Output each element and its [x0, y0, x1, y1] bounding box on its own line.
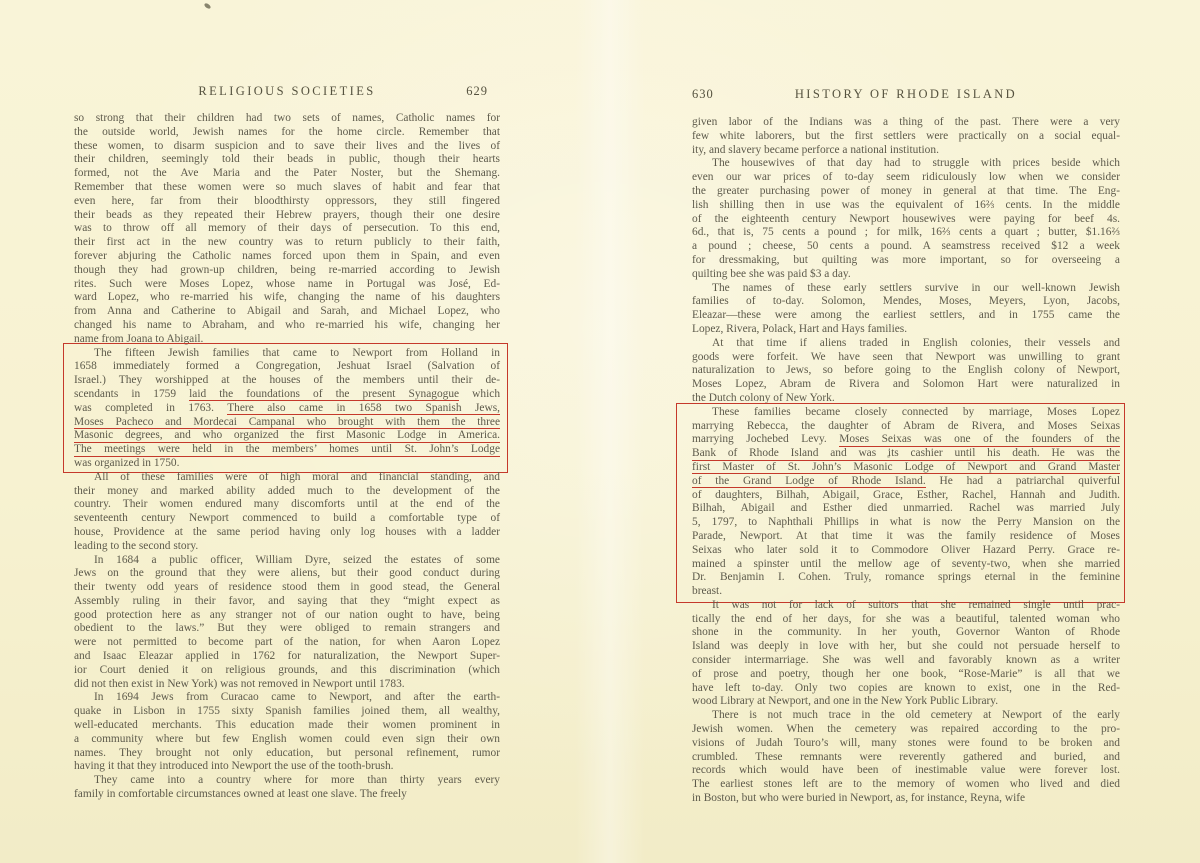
text-line	[692, 433, 1120, 447]
text-line	[692, 130, 1120, 144]
text-segment: these women, to disarm suspicion and to save their lives and the lives of	[74, 139, 500, 152]
text-line	[74, 774, 500, 788]
text-segment: marrying Jochebed Levy.	[692, 433, 840, 446]
text-segment: ior Court denied it on religious grounds, and this discrimination (which	[74, 663, 500, 676]
text-segment: There is not much trace in the old cemetery at Newport of the early	[712, 709, 1120, 722]
text-line	[692, 268, 1120, 282]
text-line	[692, 213, 1120, 227]
text-line	[692, 199, 1120, 213]
text-segment: their children, seemingly told their beads in public, though their hearts	[74, 153, 500, 166]
text-segment: of prose and poetry, though her one book, “Rose-Marie” is all that we	[692, 667, 1120, 680]
text-line	[692, 585, 1120, 599]
text-segment: wood Library at Newport, and one in the New York Public Library.	[692, 695, 999, 708]
text-segment: was to throw off all memory of their days of persecution. To this end,	[74, 222, 500, 235]
text-line	[692, 323, 1120, 337]
text-segment: the greater purchasing power of money in general at that time. The Eng-	[692, 184, 1120, 197]
text-segment: the Dutch colony of New York.	[692, 391, 835, 404]
text-line	[692, 544, 1120, 558]
text-line	[692, 530, 1120, 544]
text-segment: tically the end of her days, for she was a beautiful, talented woman who	[692, 612, 1120, 625]
text-segment: names. They brought not only education, but personal refinement, rumor	[74, 746, 500, 759]
text-line	[74, 609, 500, 623]
text-line	[74, 140, 500, 154]
text-line	[692, 254, 1120, 268]
paragraph	[74, 471, 500, 554]
paragraph	[692, 157, 1120, 281]
text-line	[692, 171, 1120, 185]
text-segment: of the eighteenth century Newport housewives were paying for beef 4s.	[692, 212, 1120, 225]
text-segment: a pound ; cheese, 50 cents a pound. A seamstress received $12 a week	[692, 240, 1120, 253]
text-segment: Jews on the ground that they were aliens, but their good conduct during	[74, 567, 500, 580]
annotated-paragraph	[692, 406, 1120, 599]
text-segment: forever abjuring the Catholic names forced upon them in Spain, and even	[74, 249, 500, 262]
red-underlined-text: laid the foundations of the present Synagogue	[189, 387, 460, 400]
red-underlined-text: Bank of Rhode Island and was its cashier until his death. He was the	[692, 447, 1120, 460]
text-segment: 5, 1797, to Naphthali Phillips in what is now the Perry Mansion on the	[692, 516, 1120, 529]
text-segment: Assembly ruling in their favor, and saying that they “might expect as	[74, 594, 500, 607]
text-line	[692, 116, 1120, 130]
text-segment: was organized in 1750.	[74, 456, 180, 469]
text-line	[692, 654, 1120, 668]
text-segment: a community where but few English women could even sign their own	[74, 732, 500, 745]
text-segment: house, Providence at the same period having only log houses with a ladder	[74, 525, 500, 538]
text-segment: even our war prices of to-day seem ridiculously low when we consider	[692, 171, 1120, 184]
text-segment: did not then exist in New York) was not removed in Newport until 1783.	[74, 677, 405, 690]
text-segment: seventeenth century Newport commenced to build a comfortable type of	[74, 512, 500, 525]
text-line	[692, 157, 1120, 171]
text-line	[692, 461, 1120, 475]
paragraph	[74, 554, 500, 692]
text-line	[692, 447, 1120, 461]
text-line	[74, 747, 500, 761]
text-segment: These families became closely connected by marriage, Moses Lopez	[712, 405, 1120, 418]
text-line	[74, 209, 500, 223]
text-line	[692, 489, 1120, 503]
text-segment: scendants in 1759	[74, 387, 190, 400]
text-line	[692, 737, 1120, 751]
right-header-title: HISTORY OF RHODE ISLAND	[794, 87, 1018, 101]
text-line	[692, 364, 1120, 378]
text-segment: was completed in 1763.	[74, 401, 228, 414]
text-segment: Lopez, Rivera, Polack, Hart and Hays families.	[692, 322, 908, 335]
right-text-column	[692, 116, 1120, 806]
text-line	[74, 595, 500, 609]
text-segment: family in comfortable circumstances owned at least one slave. The freely	[74, 788, 407, 801]
text-line	[74, 278, 500, 292]
text-line	[692, 709, 1120, 723]
red-underlined-text: Masonic degrees, and who organized the first Masonic Lodge in America.	[74, 429, 500, 442]
page-gutter	[575, 0, 645, 863]
text-line	[74, 126, 500, 140]
text-segment: 6d., that is, 75 cents a pound ; for milk, 16⅔ cents a quart ; butter, $1.16⅔	[692, 226, 1120, 239]
text-segment: Moses Lopez, Abram de Rivera and Solomon Hart were naturalized in	[692, 378, 1120, 391]
text-line	[692, 751, 1120, 765]
text-segment: good protection here as any stranger not of our nation ought to have, being	[74, 608, 500, 621]
text-segment: In 1684 a public officer, William Dyre, seized the estates of some	[94, 553, 500, 566]
text-segment: so strong that their children had two sets of names, Catholic names for	[74, 112, 500, 124]
scan-speck	[203, 2, 211, 9]
text-line	[692, 240, 1120, 254]
red-underlined-text: Moses Seixas was one of the founders of the	[839, 433, 1120, 446]
text-segment: obedient to the laws.” But they were obliged to remain strangers and	[74, 622, 500, 635]
text-line	[74, 733, 500, 747]
text-line	[74, 374, 500, 388]
text-segment: In 1694 Jews from Curacao came to Newport, and after the earth-	[94, 691, 500, 704]
text-line	[74, 388, 500, 402]
text-segment: and Isaac Eleazar applied in 1762 for naturalization, the Newport Super-	[74, 650, 500, 663]
left-running-head	[74, 84, 500, 99]
red-underlined-text: There also came in 1658 two Spanish Jews,	[227, 401, 500, 414]
text-line	[692, 406, 1120, 420]
right-page-number: 630	[692, 87, 714, 101]
text-segment: ity, and slavery became perforce a national institution.	[692, 143, 939, 156]
text-segment: Jewish women. When the cemetery was repaired according to the pro-	[692, 723, 1120, 736]
text-line	[692, 626, 1120, 640]
text-segment: lish shilling then in use was the equivalent of 16⅔ cents. In the middle	[692, 198, 1120, 211]
text-line	[692, 778, 1120, 792]
text-segment: having it that they introduced into Newport the use of the tooth-brush.	[74, 760, 394, 773]
text-line	[692, 502, 1120, 516]
text-segment: visions of Judah Touro’s will, many stones were found to be broken and	[692, 736, 1120, 749]
left-header-title: RELIGIOUS SOCIETIES	[198, 84, 376, 98]
text-segment: in Boston, but who were buried in Newport, as, for instance, Reyna, wife	[692, 792, 1026, 805]
text-segment: All of these families were of high moral and financial standing, and	[94, 470, 500, 483]
text-segment: which	[459, 387, 501, 400]
text-line	[74, 443, 500, 457]
red-underlined-text: first Master of St. John’s Masonic Lodge of Newport and Grand Master	[692, 460, 1120, 473]
text-segment: Seixas who later sold it to Commodore Oliver Hazard Perry. Grace re-	[692, 543, 1120, 556]
text-segment: records which would have been of inestimable value were forever lost.	[692, 764, 1120, 777]
text-line	[692, 185, 1120, 199]
text-segment: for dressmaking, but quilting was more important, so for overseeing a	[692, 253, 1120, 266]
text-segment: changed his name to Abraham, and who re-married his wife, changing her	[74, 318, 500, 331]
text-line	[74, 457, 500, 471]
text-line	[692, 516, 1120, 530]
text-segment: have left to-day. Only two copies are known to exist, one in the Red-	[692, 681, 1120, 694]
text-line	[692, 309, 1120, 323]
text-segment: formed, not the Ave Maria and the Pater Noster, but the Shemang.	[74, 167, 500, 180]
text-segment: even here, far from their bloodthirsty oppressors, they still fingered	[74, 194, 500, 207]
text-segment: marrying Rebecca, the daughter of Abram de Rivera, and Moses Seixas	[692, 419, 1120, 432]
paragraph	[74, 112, 500, 347]
text-line	[74, 319, 500, 333]
paragraph	[74, 774, 500, 802]
text-segment: of daughters, Bilhah, Abigail, Grace, Esther, Rachel, Hannah and Judith.	[692, 488, 1120, 501]
text-segment: though they had grown-up children, being re-married according to Jewish	[74, 263, 500, 276]
right-running-head	[692, 87, 1120, 102]
text-segment: naturalization to Jews, so before going to the English colony of Newport,	[692, 364, 1120, 377]
text-line	[692, 640, 1120, 654]
text-segment: goods were forfeit. We have seen that Newport was unwilling to grant	[692, 350, 1120, 363]
text-segment: well-educated merchants. This education made their women prominent in	[74, 719, 500, 732]
text-segment: consider intermarriage. She was well and favorably known as a writer	[692, 654, 1120, 667]
text-segment: Israel.) They worshipped at the houses of the members until their de-	[74, 374, 500, 387]
paragraph	[74, 691, 500, 774]
text-line	[692, 351, 1120, 365]
paragraph	[692, 337, 1120, 406]
text-line	[74, 650, 500, 664]
text-line	[74, 678, 500, 692]
left-page-number: 629	[466, 84, 488, 98]
text-line	[74, 416, 500, 430]
red-underlined-text: of the Grand Lodge of Rhode Island.	[692, 474, 926, 487]
annotated-paragraph	[74, 347, 500, 471]
text-line	[692, 599, 1120, 613]
text-segment: Parade, Newport. At that time it was the family residence of Moses	[692, 529, 1120, 542]
text-line	[692, 723, 1120, 737]
text-line	[74, 471, 500, 485]
text-line	[692, 144, 1120, 158]
text-segment: were not permitted to become part of the nation, for when Aaron Lopez	[74, 636, 500, 649]
text-segment: The earliest stones left are to the memory of women who lived and died	[692, 778, 1120, 791]
text-segment: Dr. Benjamin I. Cohen. Truly, romance springs eternal in the feminine	[692, 571, 1120, 584]
text-segment: They came into a country where for more than thirty years every	[94, 774, 500, 787]
text-line	[74, 622, 500, 636]
text-line	[74, 305, 500, 319]
text-segment: At that time if aliens traded in English colonies, their vessels and	[712, 336, 1120, 349]
text-line	[692, 226, 1120, 240]
text-segment: their beads as they repeated their Hebrew prayers, though their one desire	[74, 208, 500, 221]
text-segment: their twenty odd years of residence stood them in good stead, the General	[74, 581, 500, 594]
paragraph	[692, 709, 1120, 806]
text-segment: The fifteen Jewish families that came to Newport from Holland in	[94, 346, 500, 359]
text-segment: few white laborers, but the first settlers were practically on a social equal-	[692, 129, 1120, 142]
text-line	[74, 691, 500, 705]
text-line	[74, 760, 500, 774]
text-segment: 1658 immediately formed a Congregation, Jeshuat Israel (Salvation of	[74, 360, 500, 373]
text-line	[74, 788, 500, 802]
text-line	[74, 664, 500, 678]
text-line	[74, 526, 500, 540]
text-line	[74, 112, 500, 126]
text-line	[74, 181, 500, 195]
text-line	[692, 475, 1120, 489]
text-line	[692, 378, 1120, 392]
text-segment: Island was deeply in love with her, but she could not persuade herself to	[692, 640, 1120, 653]
text-segment: country. Their women endured many discomforts until at the end of the	[74, 498, 500, 511]
text-segment: families of to-day. Solomon, Mendes, Moses, Meyers, Lyon, Jacobs,	[692, 295, 1120, 308]
text-segment: Eleazar—these were among the earliest settlers, and in 1755 came the	[692, 309, 1120, 322]
text-line	[692, 571, 1120, 585]
text-line	[74, 333, 500, 347]
text-line	[692, 295, 1120, 309]
text-line	[692, 613, 1120, 627]
text-line	[74, 719, 500, 733]
text-line	[74, 347, 500, 361]
text-segment: The names of these early settlers survive in our well-known Jewish	[712, 281, 1120, 294]
text-line	[74, 153, 500, 167]
paragraph	[692, 599, 1120, 709]
text-segment: He had a patriarchal quiverful	[925, 474, 1121, 487]
text-line	[692, 337, 1120, 351]
text-segment: leading to the second story.	[74, 539, 199, 552]
text-line	[74, 554, 500, 568]
text-line	[74, 540, 500, 554]
text-line	[74, 636, 500, 650]
text-line	[692, 420, 1120, 434]
text-segment: ward Lopez, who re-married his wife, changing the name of his daughters	[74, 291, 500, 304]
text-segment: Bilhah, Abigail and Esther died unmarried. Rachel was married July	[692, 502, 1120, 515]
text-line	[692, 695, 1120, 709]
text-line	[74, 705, 500, 719]
text-line	[74, 402, 500, 416]
text-line	[692, 282, 1120, 296]
text-segment: mained a spinster until the mellow age of seventy-two, when she married	[692, 557, 1120, 570]
text-line	[692, 392, 1120, 406]
text-line	[74, 222, 500, 236]
red-underlined-text: The meetings were held in the members’ homes until St. John’s Lodge	[74, 443, 500, 456]
text-line	[74, 264, 500, 278]
text-line	[74, 360, 500, 374]
text-segment: the outside world, Jewish names for the home circle. Remember that	[74, 125, 500, 138]
text-line	[74, 567, 500, 581]
text-segment: quilting bee she was paid $3 a day.	[692, 267, 851, 280]
text-segment: from Anna and Catherine to Abigail and Sarah, and Michael Lopez, who	[74, 305, 500, 318]
text-line	[74, 485, 500, 499]
text-line	[74, 236, 500, 250]
text-segment: name from Joana to Abigail.	[74, 332, 204, 345]
text-line	[74, 581, 500, 595]
text-line	[692, 792, 1120, 806]
text-line	[74, 429, 500, 443]
text-segment: Remember that these women were so much slaves of habit and fear that	[74, 180, 500, 193]
text-segment: their first act in the new country was to return publicly to their faith,	[74, 236, 500, 249]
text-line	[692, 558, 1120, 572]
paragraph	[692, 282, 1120, 337]
text-line	[74, 498, 500, 512]
text-segment: It was not for lack of suitors that she remained single until prac-	[712, 598, 1120, 611]
text-line	[692, 668, 1120, 682]
text-line	[74, 195, 500, 209]
left-text-column	[74, 112, 500, 802]
paragraph	[692, 116, 1120, 157]
text-line	[692, 682, 1120, 696]
text-line	[74, 512, 500, 526]
text-line	[74, 250, 500, 264]
text-line	[74, 291, 500, 305]
text-line	[74, 167, 500, 181]
text-segment: quake in Lisbon in 1755 sixty Spanish families joined them, all wealthy,	[74, 705, 500, 718]
text-segment: breast.	[692, 585, 723, 598]
text-segment: crumbled. These remnants were reverently gathered and buried, and	[692, 750, 1120, 763]
text-segment: shone in the community. In her youth, Governor Wanton of Rhode	[692, 626, 1120, 639]
text-segment: The housewives of that day had to struggle with prices beside which	[712, 157, 1120, 170]
red-underlined-text: Moses Pacheco and Mordecai Campanal who brought with them the three	[74, 415, 500, 428]
text-segment: given labor of the Indians was a thing of the past. There were a very	[692, 116, 1120, 128]
text-line	[692, 764, 1120, 778]
text-segment: their money and marked ability added much to the development of the	[74, 484, 500, 497]
text-segment: rites. Such were Moses Lopez, whose name in Portugal was José, Ed-	[74, 277, 500, 290]
